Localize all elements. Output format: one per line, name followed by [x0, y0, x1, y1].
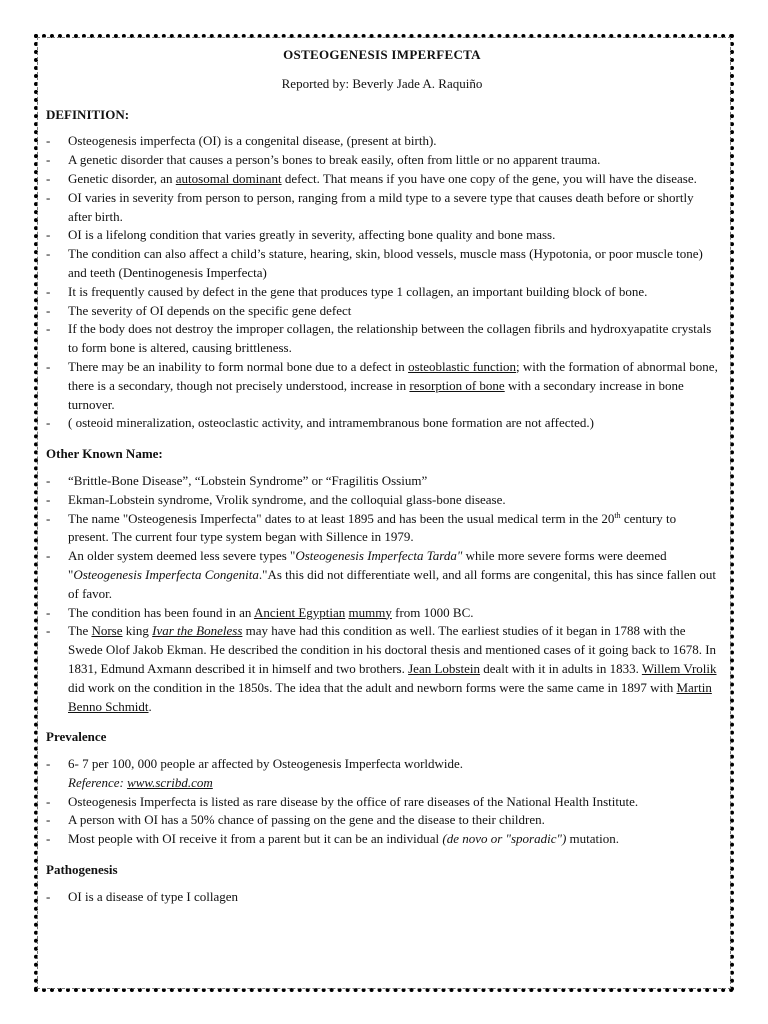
list-item: - The condition can also affect a child’s stature, hearing, skin, blood vessels, muscle mass (Hypotonia, or poor muscle tone) and teeth (Dentinogenesis Imperfecta) — [46, 245, 718, 283]
list-item: - Osteogenesis Imperfecta is listed as rare disease by the office of rare diseases of the National Health Institute. — [46, 793, 718, 812]
list-item: - A genetic disorder that causes a person’s bones to break easily, often from little or no apparent trauma. — [46, 151, 718, 170]
list-item: - ( osteoid mineralization, osteoclastic activity, and intramembranous bone formation are not affected.) — [46, 414, 718, 433]
other-names-list — [46, 472, 718, 716]
section-heading-other-names: Other Known Name: — [46, 446, 163, 462]
link-martin-benno-schmidt[interactable]: Martin Benno Schmidt — [68, 679, 712, 714]
list-item: - The severity of OI depends on the specific gene defect — [46, 302, 718, 321]
link-jean-lobstein[interactable]: Jean Lobstein — [408, 660, 480, 676]
section-heading-definition: DEFINITION: — [46, 106, 130, 122]
link-mummy[interactable]: mummy — [348, 604, 392, 620]
pathogenesis-list — [46, 888, 718, 907]
list-item: - Most people with OI receive it from a parent but it can be an individual (de novo or "sporadic") mutation. — [46, 830, 718, 849]
section-heading-prevalence: Prevalence — [46, 729, 107, 745]
reference-line: Reference: www.scribd.com — [68, 774, 213, 790]
list-item: - There may be an inability to form normal bone due to a defect in osteoblastic function; with the formation of abnormal bone, there is a secondary, though not precisely understood, increase in resorption of bone with a secondary increase in bone turnover. — [46, 358, 718, 414]
list-item: - The condition has been found in an Ancient Egyptian mummy from 1000 BC. — [46, 604, 718, 623]
list-item: - The Norse king Ivar the Boneless may have had this condition as well. The earliest studies of it began in 1788 with the Swede Olof Jakob Ekman. He described the condition in his doctoral thesis and mentioned cases of it going back to 1678. In 1831, Edmund Axmann described it in himself and two brothers. Jean Lobstein dealt with it in adults in 1833. Willem Vrolik did work on the condition in the 1850s. The idea that the adult and newborn forms were the same came in 1897 with Martin Benno Schmidt. — [46, 622, 718, 716]
link-osteoblastic-function[interactable]: osteoblastic function — [408, 358, 517, 374]
list-item: - OI is a lifelong condition that varies greatly in severity, affecting bone quality and bone mass. — [46, 226, 718, 245]
list-item: - 6- 7 per 100, 000 people ar affected by Osteogenesis Imperfecta worldwide. Reference: www.scribd.com — [46, 755, 718, 793]
link-norse[interactable]: Norse — [91, 623, 123, 639]
section-heading-pathogenesis: Pathogenesis — [46, 862, 118, 878]
link-autosomal-dominant[interactable]: autosomal dominant — [175, 170, 282, 186]
prevalence-list — [46, 755, 718, 849]
list-item: - OI is a disease of type I collagen — [46, 888, 718, 907]
document-body — [46, 46, 718, 907]
reference-link[interactable]: www.scribd.com — [127, 774, 213, 790]
list-item: - “Brittle-Bone Disease”, “Lobstein Syndrome” or “Fragilitis Ossium” — [46, 472, 718, 491]
document-title: OSTEOGENESIS IMPERFECTA — [283, 47, 481, 62]
link-ancient-egyptian[interactable]: Ancient Egyptian — [253, 604, 346, 620]
reporter-line: Reported by: Beverly Jade A. Raquiño — [281, 75, 483, 91]
list-item: - An older system deemed less severe types "Osteogenesis Imperfecta Tarda" while more severe forms were deemed "Osteogenesis Imperfecta Congenita."As this did not differentiate well, and all forms are congenital, this has since fallen out of favor. — [46, 547, 718, 603]
definition-list — [46, 132, 718, 433]
link-willem-vrolik[interactable]: Willem Vrolik — [641, 660, 717, 676]
list-item: - The name "Osteogenesis Imperfecta" dates to at least 1895 and has been the usual medical term in the 20th century to present. The current four type system began with Sillence in 1979. — [46, 510, 718, 548]
list-item: - A person with OI has a 50% chance of passing on the gene and the disease to their children. — [46, 811, 718, 830]
link-ivar-the-boneless[interactable]: Ivar the Boneless — [152, 623, 243, 639]
list-item: - OI varies in severity from person to person, ranging from a mild type to a severe type that causes death before or shortly after birth. — [46, 189, 718, 227]
link-resorption-of-bone[interactable]: resorption of bone — [409, 377, 505, 393]
list-item: - If the body does not destroy the improper collagen, the relationship between the collagen fibrils and hydroxyapatite crystals to form bone is altered, causing brittleness. — [46, 320, 718, 358]
list-item: - It is frequently caused by defect in the gene that produces type 1 collagen, an important building block of bone. — [46, 283, 718, 302]
list-item: - Osteogenesis imperfecta (OI) is a congenital disease, (present at birth). — [46, 132, 718, 151]
list-item: - Genetic disorder, an autosomal dominant defect. That means if you have one copy of the gene, you will have the disease. — [46, 170, 718, 189]
list-item: - Ekman-Lobstein syndrome, Vrolik syndrome, and the colloquial glass-bone disease. — [46, 491, 718, 510]
